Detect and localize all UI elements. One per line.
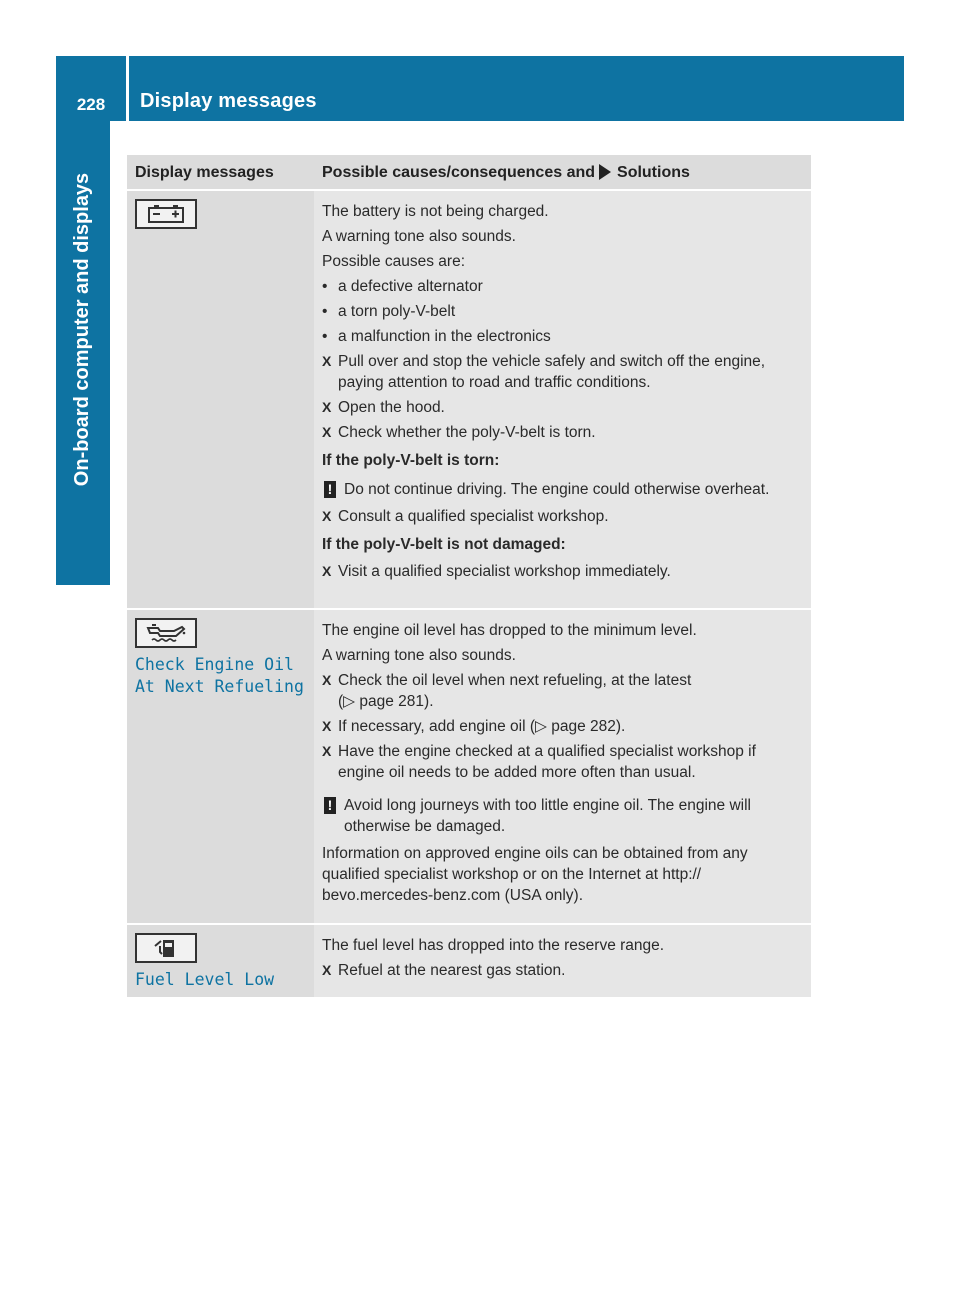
step-item: X Have the engine checked at a qualified specialist workshop if engine oil needs to be added more often than usual. bbox=[322, 743, 756, 781]
step-item: X If necessary, add engine oil (▷ page 282). bbox=[322, 718, 626, 735]
step-item: X Pull over and stop the vehicle safely and switch off the engine, paying attention to road and traffic conditions. bbox=[322, 353, 766, 391]
page-number: 228 bbox=[56, 56, 126, 121]
display-messages-table bbox=[127, 155, 811, 999]
warning-note: ! Do not continue driving. The engine could otherwise overheat. bbox=[322, 479, 805, 500]
step-item: X Refuel at the nearest gas station. bbox=[322, 962, 566, 979]
warning-note: ! Avoid long journeys with too little engine oil. The engine will otherwise be damaged. bbox=[322, 795, 805, 837]
table-row bbox=[127, 925, 811, 999]
step-item: X Consult a qualified specialist workshop. bbox=[322, 508, 609, 525]
side-tab-label: On-board computer and displays bbox=[71, 172, 94, 486]
oil-can-icon bbox=[135, 618, 197, 648]
page-title: Display messages bbox=[140, 90, 317, 112]
warning-icon: ! bbox=[324, 481, 336, 498]
list-item: • a malfunction in the electronics bbox=[322, 328, 551, 345]
table-row bbox=[127, 191, 811, 610]
battery-icon bbox=[135, 199, 197, 229]
condition-heading: If the poly-V-belt is torn: bbox=[322, 452, 500, 469]
step-item: X Open the hood. bbox=[322, 399, 445, 416]
table-header bbox=[127, 155, 811, 191]
step-item: X Check the oil level when next refueling, at the latest (▷ page 281). bbox=[322, 672, 692, 710]
step-item: X Check whether the poly-V-belt is torn. bbox=[322, 424, 596, 441]
table-row bbox=[127, 610, 811, 925]
causes-cell: The engine oil level has dropped to the minimum level. A warning tone also sounds. X Check the oil level when next refueling, at the latest (▷ page 281). X If necessary, add engine oil (▷ page 282). X Have the engine checked at a qualified specialist workshop if engine oil needs to be added more often than usual. ! Avoid long journeys with too little engine oil. The engine will otherwise be damaged. Information on approved engine oils can be obtained from any qualified specialist workshop or on the Internet at http:// bevo.mercedes-benz.com (USA only). bbox=[314, 610, 811, 923]
warning-icon: ! bbox=[324, 797, 336, 814]
side-tab-label-wrap bbox=[56, 121, 110, 537]
causes-cell: The battery is not being charged. A warning tone also sounds. Possible causes are: • a defective alternator • a torn poly-V-belt • a malfunction in the electronics X Pull over and stop the vehicle safely and switch off the engine, paying attention to road and traffic conditions. X Open the hood. X Check whether the poly-V-belt is torn. If the poly-V-belt is torn: ! Do not continue driving. The engine could otherwise overheat. X Consult a qualified specialist workshop. If the poly-V-belt is not damaged: X Visit a qualified specialist workshop immediately. bbox=[314, 191, 811, 608]
list-item: • a torn poly-V-belt bbox=[322, 303, 456, 320]
display-cell bbox=[127, 191, 314, 608]
display-cell bbox=[127, 610, 314, 923]
header-divider bbox=[126, 56, 129, 121]
list-item: • a defective alternator bbox=[322, 278, 483, 295]
col-header-display-messages: Display messages bbox=[135, 164, 274, 181]
step-item: X Visit a qualified specialist workshop immediately. bbox=[322, 563, 671, 580]
display-message-text: Check Engine Oil At Next Refueling bbox=[135, 655, 304, 696]
fuel-pump-icon bbox=[135, 933, 197, 963]
display-message-text: Fuel Level Low bbox=[135, 970, 275, 989]
col-header-causes: Possible causes/consequences and Solutions bbox=[322, 164, 690, 181]
causes-cell: The fuel level has dropped into the reserve range. X Refuel at the nearest gas station. bbox=[314, 925, 811, 997]
solution-arrow-icon bbox=[599, 164, 611, 180]
display-cell bbox=[127, 925, 314, 997]
condition-heading: If the poly-V-belt is not damaged: bbox=[322, 536, 566, 553]
